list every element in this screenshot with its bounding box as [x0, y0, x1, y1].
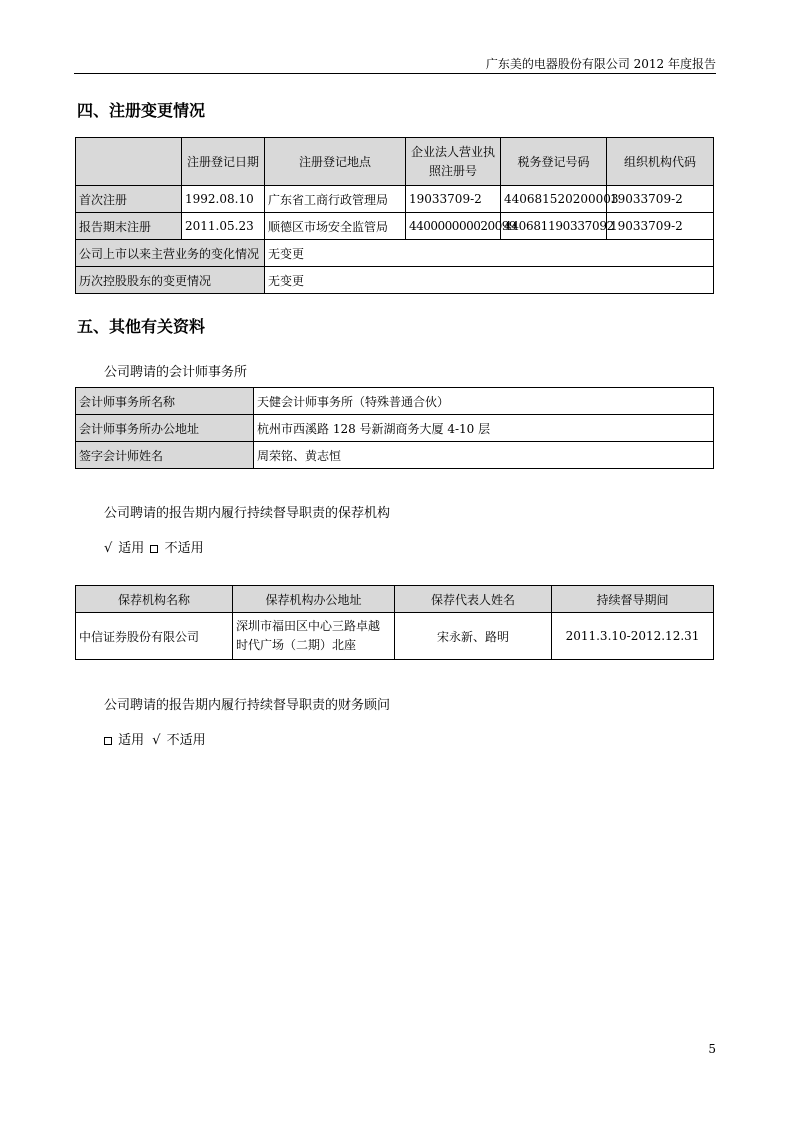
table-row: [76, 415, 714, 442]
advisor-applicability: [104, 729, 206, 748]
table-cell: 440681520200003: [501, 186, 607, 213]
check-mark-icon: √: [104, 541, 113, 556]
registration-header-row: [76, 138, 714, 186]
sponsor-header-cell: 持续督导期间: [552, 586, 714, 613]
row-label: 签字会计师姓名: [76, 442, 254, 469]
sponsor-header-cell: 保荐代表人姓名: [395, 586, 552, 613]
table-cell: 440681190337092: [501, 213, 607, 240]
registration-header-cell: 组织机构代码: [607, 138, 714, 186]
table-cell: 2011.05.23: [182, 213, 265, 240]
sponsor-intro: 公司聘请的报告期内履行持续督导职责的保荐机构: [104, 506, 391, 521]
table-cell: 无变更: [265, 240, 714, 267]
sponsor-table: [75, 585, 714, 660]
registration-header-cell: 企业法人营业执照注册号: [406, 138, 501, 186]
registration-table: [75, 137, 714, 294]
table-cell: 杭州市西溪路 128 号新湖商务大厦 4-10 层: [254, 415, 714, 442]
table-row: [76, 267, 714, 294]
page-header-title: 广东美的电器股份有限公司 2012 年度报告: [485, 57, 716, 71]
page-number: 5: [708, 1042, 716, 1056]
table-row: [76, 442, 714, 469]
table-cell: 2011.3.10-2012.12.31: [552, 613, 714, 660]
sponsor-header-cell: 保荐机构名称: [76, 586, 233, 613]
table-cell: 19033709-2: [406, 186, 501, 213]
table-cell: 宋永新、路明: [395, 613, 552, 660]
accountant-intro: 公司聘请的会计师事务所: [104, 365, 248, 380]
row-label: 历次控股股东的变更情况: [76, 267, 265, 294]
section-4-title: 四、注册变更情况: [77, 101, 206, 120]
not-applicable-label: 不适用: [166, 733, 206, 748]
table-row: [76, 186, 714, 213]
advisor-intro: 公司聘请的报告期内履行持续督导职责的财务顾问: [104, 698, 391, 713]
table-cell: 无变更: [265, 267, 714, 294]
table-cell: 深圳市福田区中心三路卓越时代广场（二期）北座: [233, 613, 395, 660]
table-row: [76, 240, 714, 267]
row-label: 首次注册: [76, 186, 182, 213]
table-row: [76, 388, 714, 415]
table-cell: 广东省工商行政管理局: [265, 186, 406, 213]
registration-header-cell: 税务登记号码: [501, 138, 607, 186]
table-row: [76, 613, 714, 660]
table-row: [76, 213, 714, 240]
table-cell: 顺德区市场安全监管局: [265, 213, 406, 240]
row-label: 报告期末注册: [76, 213, 182, 240]
table-cell: 天健会计师事务所（特殊普通合伙）: [254, 388, 714, 415]
sponsor-header-row: [76, 586, 714, 613]
table-cell: 440000000020099: [406, 213, 501, 240]
check-mark-icon: √: [152, 733, 161, 748]
registration-header-cell: [76, 138, 182, 186]
registration-header-cell: 注册登记日期: [182, 138, 265, 186]
table-cell: 19033709-2: [607, 186, 714, 213]
row-label: 会计师事务所名称: [76, 388, 254, 415]
table-cell: 19033709-2: [607, 213, 714, 240]
applicable-label: 适用: [118, 541, 145, 556]
row-label: 公司上市以来主营业务的变化情况: [76, 240, 265, 267]
header-divider: [74, 73, 716, 74]
empty-checkbox-icon: [150, 545, 158, 553]
accountant-table: [75, 387, 714, 469]
section-5-title: 五、其他有关资料: [77, 317, 206, 336]
row-label: 会计师事务所办公地址: [76, 415, 254, 442]
empty-checkbox-icon: [104, 737, 112, 745]
table-cell: 周荣铭、黄志恒: [254, 442, 714, 469]
applicable-label: 适用: [118, 733, 145, 748]
not-applicable-label: 不适用: [164, 541, 204, 556]
table-cell: 中信证券股份有限公司: [76, 613, 233, 660]
table-cell: 1992.08.10: [182, 186, 265, 213]
sponsor-applicability: [104, 537, 204, 556]
sponsor-header-cell: 保荐机构办公地址: [233, 586, 395, 613]
registration-header-cell: 注册登记地点: [265, 138, 406, 186]
